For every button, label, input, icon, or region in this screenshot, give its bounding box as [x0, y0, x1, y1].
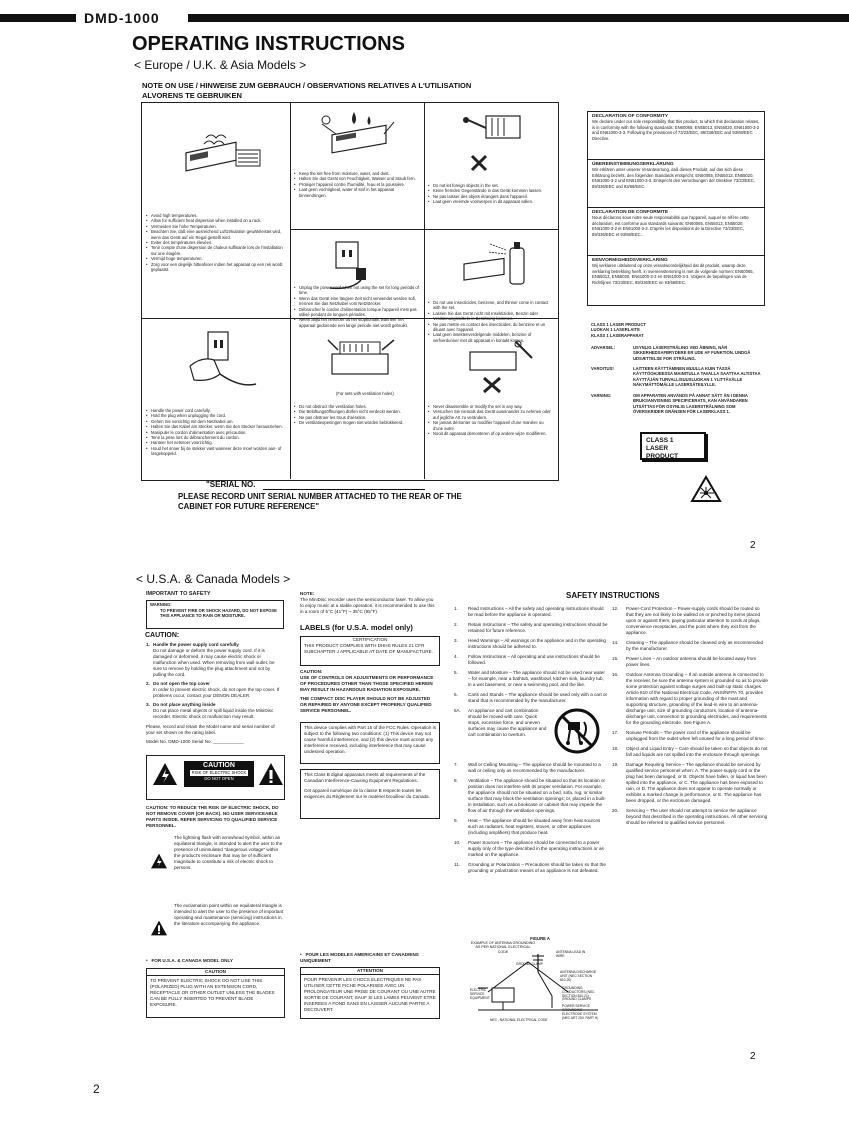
laser-warning-icon	[690, 475, 722, 503]
safety-text: Wall or Ceiling Mounting – The appliance should be mounted to a wall or ceiling only as recommended by the manufacturer.	[468, 762, 601, 773]
bullet: •	[146, 958, 152, 963]
figure-label: GROUNDING CONDUCTORS (NEC SECTION 810-21)	[562, 986, 595, 998]
serial-label: "SERIAL NO.	[206, 480, 256, 489]
figure-sub: EXAMPLE OF ANTENNA GROUNDING AS PER NATIONAL ELECTRICAL CODE	[470, 941, 536, 954]
safety-num: 3.	[454, 638, 458, 643]
safety-item	[454, 708, 608, 758]
laser-class-line: CLASS 1 LASER PRODUCT	[591, 322, 646, 327]
safety-num: 8.	[454, 778, 458, 783]
safety-item	[454, 692, 608, 704]
usa-caution-text: TO PREVENT ELECTRIC SHOCK DO NOT USE THIS (POLARIZED) PLUG WITH AN EXTENSION CORD, RECEPTACLE OR OTHER OUTLET UNLESS THE BLADES CAN BE FULLY INSERTED TO PREVENT BLADE EXPOSURE.	[150, 978, 275, 1007]
heat-illustration	[176, 130, 266, 190]
header-bar-right	[188, 14, 849, 22]
safety-item	[454, 862, 608, 874]
fcc-box	[300, 722, 440, 764]
cell-text: • Never disassemble or modify the set in any way.	[428, 404, 554, 409]
safety-text: Follow Instructions – All operating and use instructions should be followed.	[468, 654, 600, 665]
caution-num: 2.	[146, 681, 150, 686]
cell-text: • Unplug the power cord when not using the set for long periods of time.	[294, 285, 420, 296]
note-title: NOTE:	[300, 591, 315, 596]
cell-text: • Protéger l'appareil contre l'humidité, l'eau et la poussière.	[294, 182, 420, 187]
exclaim-text: The exclamation point within an equilateral triangle is intended to alert the user to the presence of important operating and maintenance (servicing) instructions in the literature accompanying the appliance.	[174, 903, 284, 926]
warning-text: TO PREVENT FIRE OR SHOCK HAZARD, DO NOT EXPOSE THIS APPLIANCE TO RAIN OR MOISTURE.	[160, 608, 277, 619]
safety-num: 4.	[454, 654, 458, 659]
safety-num: 7.	[454, 762, 458, 767]
caution-item	[146, 642, 284, 678]
conformity-title: DECLARATION DE CONFORMITE	[592, 210, 669, 215]
serial-line2: CABINET FOR FUTURE REFERENCE"	[178, 502, 320, 511]
laser-label-text: CLASS 1 LASER PRODUCT	[646, 437, 679, 460]
figure-title: FIGURE A	[530, 936, 550, 941]
labels-title: LABELS (for U.S.A. model only)	[300, 623, 413, 632]
conformity-title: DECLARATION OF CONFORMITY	[592, 114, 669, 119]
figure-label: GROUND CLAMP	[516, 962, 543, 966]
conformity-4	[592, 258, 760, 285]
safety-num: 12.	[612, 606, 619, 611]
usa-caution-head: CAUTION	[147, 969, 284, 976]
fr-caution-box	[300, 967, 440, 1019]
figure-label: ANTENNA LEAD IN WIRE	[556, 950, 586, 958]
cell-text: • Gehen Sie vorsichtig mit dem Netzkabel um.	[146, 419, 286, 424]
cell-text: • Tenir la prise lors du débranchement du cordon.	[146, 435, 286, 440]
exclamation-triangle-icon	[258, 762, 284, 786]
header-bar-left	[0, 14, 76, 22]
safety-text: Object and Liquid Entry – Care should be taken so that objects do not fall and liquids are not spilled into the enclosure through openings.	[626, 746, 768, 757]
cell-text: • Do not use insecticides, benzene, and thinner come in contact with the set.	[428, 300, 554, 311]
exclamation-point-icon	[150, 920, 168, 936]
conformity-text: We declare under our sole responsibility that this product, to which this declaration relates, is in conformity with the following standards: EN60065, EN55013, EN55020, EN61000-3-2 and EN61000-3-3. Following the provisions of 73/23/EEC, 89/336/EEC and 93/68/EEC Directive.	[592, 119, 760, 141]
cell-text: • Zorg voor een degelijk hitteafvoer indien het apparaat op een rek wordt geplaatst.	[146, 262, 286, 273]
cell-text: • Vermijd hoge temperaturen.	[146, 256, 286, 261]
laser-warning-text: USYNLIG LASERSTRÅLING VED ÅBNING, NÅR SIKKERHEDSAFBRYDERE ER UDE AF FUNKTION. UNDGÅ UDSÆTTELSE FOR STRÅLING.	[633, 345, 751, 361]
safety-right-column	[612, 606, 768, 830]
cell-text: • Tenir compte d'une dispersion de chaleur suffisante lors de l'installation sur une étagère.	[146, 245, 286, 256]
ventilation-note: (For sets with ventilation holes)	[336, 391, 394, 396]
safety-item	[612, 808, 768, 826]
fr-only-title	[300, 952, 440, 964]
cell-text: • Laat geen vreemde voorwerpen in dit apparaat vallen.	[428, 199, 554, 204]
safety-item	[454, 762, 608, 774]
safety-text: Heed Warnings – All warnings on the appliance and in the operating instructions should be adhered to.	[468, 638, 606, 649]
serial-line	[263, 489, 425, 490]
safety-num: 15.	[612, 656, 619, 661]
figure-a	[470, 936, 600, 1024]
note-cell-disassemble	[428, 404, 554, 436]
warning-label: WARNING:	[150, 602, 172, 607]
figure-label: ANTENNA DISCHARGE UNIT (NEC SECTION 810-20)	[560, 970, 597, 982]
conformity-title: ÜBEREINSTIMMUNGSERKLÄRUNG	[592, 162, 674, 167]
safety-text: Power-Cord Protection – Power-supply cords should be routed so that they are not likely to be walked on or pinched by items placed upon or against them, paying particular attention to cords at plugs, convenience receptacles, and the point where they exit from the appliance.	[626, 606, 761, 635]
caution-title: CAUTION:	[145, 632, 180, 639]
safety-item	[454, 638, 608, 650]
insecticide-illustration	[450, 236, 540, 300]
conformity-text: Wij verklaren uitsluitend op onze verantwoordelijkheid dat dit produkt, waarop deze verklaring betrekking heeft, in overeenstemming is met de volgende normen: EN60065, EN55013, EN55020, EN61000-3-2 en EN61000-3-3. Volgens de bepalingen van de Richtlijnen 73/23/EEC, 89/336/EEC en 93/68/EEC.	[592, 263, 754, 285]
cell-text: • Eviter des températures élevées.	[146, 240, 286, 245]
safety-text: Outdoor Antenna Grounding – If an outside antenna is connected to the receiver, be sure the antenna system is grounded so as to provide some protection against voltage surges and built-up static charges. Article 810 of the National Electrical Code, ANSI/NFPA 70, provides information with regard to proper grounding of the mast and supporting structure, grounding of the lead-in wire to an antenna-discharge unit, size of grounding conductors, location of antenna-discharge unit, connection to grounding electrodes, and requirements for the grounding electrode. See Figure A.	[626, 672, 768, 725]
page-number-bottom: 2	[93, 1082, 100, 1096]
conformity-1	[592, 114, 760, 141]
safety-text: Water and Moisture – The appliance should not be used near water – for example, near a bathtub, washbowl, kitchen sink, laundry tub, in a wet basement, or near a swimming pool, and the like.	[468, 670, 605, 687]
safety-text: Heat – The appliance should be situated away from heat sources such as radiators, heat registers, stoves, or other appliances (including amplifiers) that produce heat.	[468, 818, 601, 835]
subtitle-europe: < Europe / U.K. & Asia Models >	[134, 58, 307, 72]
laser-warning-label: VARNING:	[591, 393, 612, 398]
laser-class-line: KLASS 1 LASERAPPARAT	[591, 332, 644, 338]
cell-text: • Laat geen vochtigheid, water of stof in het apparaat binnendringen.	[294, 187, 420, 198]
subtitle-usa: < U.S.A. & Canada Models >	[136, 572, 291, 586]
note-cell-foreign	[428, 183, 554, 205]
note-cell-insecticide	[428, 300, 554, 343]
safety-text: Grounding or Polarization – Precautions should be taken so that the grounding or polarization means of an appliance is not defeated.	[468, 862, 606, 873]
cell-text: • De ventilatieopeningen mogen niet worden beblokkeerd.	[294, 420, 420, 425]
laser-class-line: LUOKAN 1 LASERLAITE	[591, 327, 640, 333]
safety-text: Power Lines – An outdoor antenna should be located away from power lines.	[626, 656, 757, 667]
cell-text: • Halten Sie das Gerät von Feuchtigkeit, Wasser und Staub fern.	[294, 176, 420, 181]
note-cell-heat	[146, 213, 286, 272]
safety-item	[454, 622, 608, 634]
canada-en: This Class B digital apparatus meets all requirements of the Canadian Interference-Causing Equipment Regulations.	[304, 772, 426, 783]
note-cell-ventilation	[294, 404, 420, 426]
safety-num: 6.	[454, 692, 458, 697]
reduce-risk-text: CAUTION: TO REDUCE THE RISK OF ELECTRIC SHOCK, DO NOT REMOVE COVER (OR BACK). NO USER SERVICEABLE PARTS INSIDE. REFER SERVICING TO QUALIFIED SERVICE PERSONNEL.	[146, 805, 279, 828]
cert-text: THIS PRODUCT COMPLIES WITH DHHS RULES 21 CFR SUBCHAPTER J APPLICABLE AT DATE OF MANUFACTURE.	[304, 643, 433, 654]
caution-sign-title: CAUTION	[203, 762, 235, 769]
cell-text: • Manipuler le cordon d'alimentation avec précaution.	[146, 430, 286, 435]
cell-text: • Hanteer het netsnoer voorzichtig.	[146, 440, 286, 445]
caution-head: Do not place anything inside	[153, 702, 216, 707]
figure-label: ELECTRIC SERVICE EQUIPMENT	[470, 988, 490, 1000]
antenna-grounding-diagram	[478, 952, 598, 1012]
safety-num: 6A.	[454, 708, 461, 713]
caution-head: Handle the power supply cord carefully	[153, 642, 239, 647]
caution2-block	[300, 669, 438, 693]
safety-num: 19.	[612, 762, 619, 767]
usa-only-title-text: FOR U.S.A. & CANADA MODEL ONLY	[151, 958, 233, 963]
safety-num: 14.	[612, 640, 619, 645]
conformity-2	[592, 162, 760, 189]
laser-warning-1	[591, 345, 763, 361]
cert-head: CERTIFICATION	[352, 637, 388, 642]
safety-text: Servicing – The user should not attempt to service the appliance beyond that described in the operating instructions. All other servicing should be referred to qualified service personnel.	[626, 808, 768, 825]
cell-text: • Avoid high temperatures.	[146, 213, 286, 218]
figure-label: GROUND CLAMPS	[562, 997, 592, 1001]
lightning-flash-icon	[150, 853, 168, 869]
model-serial: Model No. DMD-1000 Serial No. ____________	[146, 739, 244, 744]
safety-item	[612, 656, 768, 668]
safety-num: 17.	[612, 730, 619, 735]
cart-warning-icon	[554, 708, 600, 754]
note-heading-2: ALVORENS TE GEBRUIKEN	[142, 91, 242, 100]
laser-warning-text: LAITTEEN KÄYTTÄMINEN MUULLA KUIN TÄSSÄ KÄYTTÖOHJEESSA MAINITULLA TAVALLA SAATTAA ALTISTAA KÄYTTÄJÄN TURVALLISUUSLUOKAN 1 YLITTÄVÄLLE NÄKYMÄTTÖMÄLLE LASERSÄTEILYLLE.	[633, 366, 761, 388]
safety-num: 18.	[612, 746, 619, 751]
page-number-top: 2	[750, 540, 756, 551]
bullet: •	[300, 952, 306, 957]
laser-warning-2	[591, 366, 763, 388]
note-cell-power-cord	[146, 408, 286, 457]
safety-text: Retain Instructions – The safety and operating instructions should be retained for future reference.	[468, 622, 608, 633]
caution-text: Do not place metal objects or spill liquid inside the MiniDisc recorder. Electric shock or malfunction may result.	[153, 708, 274, 719]
safety-text: Cleaning – The appliance should be cleaned only as recommended by the manufacturer.	[626, 640, 764, 651]
important-title: IMPORTANT TO SAFETY	[146, 591, 211, 597]
safety-text: Power Sources – The appliance should be connected to a power supply only of the type described in the operating instructions or as marked on the appliance.	[468, 840, 604, 857]
safety-text: An appliance and cart combination should be moved with care. Quick stops, excessive force, and uneven surfaces may cause the appliance and cart combination to overturn.	[468, 708, 547, 737]
cell-text: • Handle the power cord carefully.	[146, 408, 286, 413]
safety-num: 11.	[454, 862, 461, 867]
lightning-text: The lightning flash with arrowhead symbol, within an equilateral triangle, is intended to alert the user to the presence of uninsulated "dangerous voltage" within the product's enclosure that may be of sufficient magnitude to constitute a risk of electric shock to persons.	[174, 835, 283, 870]
record-text: Please, record and retain the Model name and serial number of your set shown on the rating label.	[146, 724, 275, 735]
safety-num: 20.	[612, 808, 619, 813]
safety-item	[454, 818, 608, 836]
note-text: The MiniDisc recorder uses the semiconductor laser. To allow you to enjoy music at a stable operation, it is recommended to use this in a room of 5°C (41°F) ~ 35°C (95°F).	[300, 597, 435, 614]
cell-text: • Versuchen Sie niemals das Gerät auseinander zu nehmen oder auf jegliche Art zu verändern.	[428, 409, 554, 420]
caution-head: Do not open the top cover	[153, 681, 210, 686]
safety-text: Damage Requiring Service – The appliance should be serviced by qualified service personnel when: A. The power-supply cord or the plug has been damaged, or B. Objects have fallen, or liquid has been spilled into the appliance, or C. The appliance has been exposed to rain, or D. The appliance does not appear to operate normally or exhibits a marked change in performance, or E. The appliance has been dropped, or the enclosure damaged.	[626, 762, 767, 803]
safety-title: SAFETY INSTRUCTIONS	[566, 591, 660, 600]
cell-text: • Débrancher le cordon d'alimentation lorsque l'appareil n'est pas utilisé pendant de longues périodes.	[294, 307, 420, 318]
safety-item	[454, 654, 608, 666]
ventilation-illustration	[322, 336, 402, 384]
fr-caution-head: ATTENTION	[301, 968, 439, 975]
conformity-title: EENVORMIGHEIDSVERKLARING	[592, 258, 668, 263]
cell-text: • Die Belüftungsöffnungen dürfen nicht verdeckt werden.	[294, 409, 420, 414]
cell-text: • Houd het snoer bij de stekker vast wanneer deze moet worden aan- of losgekoppeld.	[146, 446, 286, 457]
page-title: OPERATING INSTRUCTIONS	[132, 33, 405, 55]
safety-text: Nonuse Periods – The power cord of the appliance should be unplugged from the outlet when left unused for a long period of time.	[626, 730, 765, 741]
figure-label: POWER SERVICE GROUNDING ELECTRODE SYSTEM (NEC ART 250, PART H)	[562, 1004, 599, 1020]
cell-text: • Neem altijd het netsnoer uit het stopkontakt wanneer het apparaat gedurende een lange periode niet wordt gebruikt.	[294, 317, 420, 328]
laser-label-box	[640, 432, 706, 460]
cell-text: • Vermeiden Sie hohe Temperaturen.	[146, 224, 286, 229]
conformity-divider	[587, 159, 765, 160]
caution-item	[146, 681, 284, 699]
cell-text: • Keep the set free from moisture, water, and dust.	[294, 171, 420, 176]
certification-box	[300, 636, 440, 666]
figure-label: NEC - NATIONAL ELECTRICAL CODE	[490, 1018, 548, 1022]
moisture-illustration	[314, 110, 404, 170]
usa-only-title	[146, 958, 233, 964]
cell-text: • Wenn das Gerät eine längere Zeit nicht verwendet werden soll, trennen Sie das Netzkabel vom Netzstecker.	[294, 296, 420, 307]
cell-text: • Laat geen insektenverdelgende middelen, benzine of verfverdunner met dit apparaat in kontakt komen.	[428, 332, 554, 343]
usa-caution-box	[146, 968, 285, 1018]
safety-num: 2.	[454, 622, 458, 627]
cell-text: • Halten Sie das Kabel am Stecker, wenn Sie den Stecker herausziehen.	[146, 424, 286, 429]
laser-warning-text: OM APPARATEN ANVÄNDS PÅ ANNAT SÄTT ÄN I DENNA BRUKSANVISNING SPECIFICERATS, KAN ANVÄNDAREN UTSÄTTAS FÖR OSYNLIG LASERSTRÅLNING SOM ÖVERSKRIDER GRÄNSEN FÖR LASERKLASS 1.	[633, 393, 748, 415]
safety-item	[454, 840, 608, 858]
safety-item	[612, 640, 768, 652]
caution-text: In order to prevent electric shock, do not open the top cover. If problems occur, contact your DENON DEALER.	[153, 687, 280, 698]
caution-items	[146, 642, 284, 745]
safety-num: 10.	[454, 840, 461, 845]
safety-item	[612, 746, 768, 758]
safety-text: Read Instructions – All the safety and operating instructions should be read before the appliance is operated.	[468, 606, 604, 617]
caution-item	[146, 702, 284, 720]
laser-warning-label: ADVARSEL:	[591, 345, 616, 350]
fr-only-title-text: POUR LES MODELES AMERICAINS ET CANADIENS UNIQUEMENT	[300, 952, 419, 963]
laser-warning-label: VAROITUS!	[591, 366, 614, 371]
caution-sign-line2: DO NOT OPEN	[204, 776, 234, 781]
conformity-text: Nous déclarons sous notre seule responsabilité que l'appareil, auquel se réfère cette déclaration, est conforme aux standards suivants: EN60065, EN55013, EN55020, EN61000-3-2 et EN61000-3-3. D'après les dispositions de la Directive 73/23/EEC, 89/336/EEC et 93/68/EEC.	[592, 215, 749, 237]
cell-text: • Do not obstruct the ventilation holes.	[294, 404, 420, 409]
safety-item	[454, 670, 608, 688]
cell-text: • Allow for sufficient heat dispersion when installed on a rack.	[146, 218, 286, 223]
cell-text: • Hold the plug when unplugging the cord.	[146, 413, 286, 418]
serial-line1: PLEASE RECORD UNIT SERIAL NUMBER ATTACHED TO THE REAR OF THE	[178, 492, 462, 501]
lightning-triangle-icon	[152, 762, 178, 786]
caution-sign-center	[184, 761, 254, 787]
caution-num: 1.	[146, 642, 150, 647]
safety-num: 1.	[454, 606, 458, 611]
cell-text: • Nooit dit apparaat demonteren of op andere wijze modifiëren.	[428, 431, 554, 436]
note-cell-moisture	[294, 171, 420, 198]
model-name: DMD-1000	[84, 10, 160, 26]
cell-text: • Do not let foreign objects in the set.	[428, 183, 554, 188]
canada-box	[300, 769, 440, 819]
canada-fr: Cet appareil numérique de la classe B respecte toutes les exigences du Règlement sur le matériel brouilleur du Canada.	[304, 788, 430, 799]
note-heading: NOTE ON USE / HINWEISE ZUM GEBRAUCH / OBSERVATIONS RELATIVES A L'UTILISATION	[142, 81, 472, 90]
note-cell-unplug	[294, 285, 420, 328]
conformity-divider	[587, 255, 765, 256]
safety-item	[454, 778, 608, 814]
conformity-divider	[587, 207, 765, 208]
page-number-mid: 2	[750, 1051, 756, 1062]
safety-num: 9.	[454, 818, 458, 823]
power-cord-illustration	[180, 326, 260, 396]
safety-text: Carts and Stands – The appliance should be used only with a cart or stand that is recommended by the manufacturer.	[468, 692, 608, 703]
caution2-title: CAUTION:	[300, 669, 323, 674]
caution-text: Do not damage or deform the power supply cord. If it is damaged or deformed, it may cause electric shock or malfunction when used. When removing from wall outlet, be sure to remove by holding the plug attachment and not by pulling the cord.	[153, 648, 275, 677]
cell-text: • Ne pas mettre en contact des insecticides, du benzène et un diluant avec l'appareil.	[428, 322, 554, 333]
cell-text: • Beachten Sie, daß eine ausreichend Luftzirkulation gewährleistet wird, wenn das Gerät auf ein Regal gestellt wird.	[146, 229, 286, 240]
safety-item	[454, 606, 608, 618]
safety-text: Ventilation – The appliance should be situated so that its location or position does not interfere with its proper ventilation. For example, the appliance should not be situated on a bed, sofa, rug, or similar surface that may block the ventilation openings; or, placed in a built-in installation, such as a bookcase or cabinet that may impede the flow of air through the ventilation openings.	[468, 778, 606, 813]
cell-text: • Lassen Sie das Gerät nicht mit Insektiziden, Benzin oder Verdünnungsmitteln in Berührung kommen.	[428, 311, 554, 322]
laser-warning-3	[591, 393, 763, 415]
cell-text: • Ne pas laisser des objets étrangers dans l'appareil.	[428, 194, 554, 199]
safety-item	[612, 672, 768, 726]
fr-caution-text: POUR PREVENIR LES CHOCS ELECTRIQUES NE PAS UTILISER CETTE FICHE POLARISEE AVEC UN PROLONGATEUR UNE PRISE DE COURANT OU UNE AUTRE SORTIE DE COURANT, SAUF SI LES LAMES PEUVENT ETRE INSEREES A FOND SANS EN LAISSER AUCUNE PARTIE A DECOUVERT.	[304, 977, 436, 1012]
cell-text: • Ne pas obstruer les trous d'aération.	[294, 415, 420, 420]
caution2-text: USE OF CONTROLS OR ADJUSTMENTS OR PERFORMANCE OF PROCEDURES OTHER THAN THOSE SPECIFIED HEREIN MAY RESULT IN HAZARDOUS RADIATION EXPOSURE.	[300, 675, 434, 692]
grid-vline-2	[424, 102, 425, 479]
grid-hline-1	[290, 229, 558, 230]
caution-sign-line1: RISK OF ELECTRIC SHOCK	[191, 770, 247, 775]
note-block	[300, 591, 438, 615]
fcc-text: This device complies with Part 15 of the FCC Rules. Operation is subject to the following two conditions: (1) This device may not cause harmful interference, and (2) this device must accept any interference received, including interference that may cause undesired operation.	[304, 725, 436, 754]
safety-item	[612, 730, 768, 742]
safety-left-column	[454, 606, 608, 878]
conformity-3	[592, 210, 760, 237]
safety-item	[612, 606, 768, 636]
laser-class-lines	[591, 322, 761, 338]
cell-text: • Keine fremden Gegenstände in das Gerät kommen lassen.	[428, 188, 554, 193]
safety-item	[612, 762, 768, 804]
conformity-text: Wir erklären unter unserer Verantwortung, daß dieses Produkt, auf das sich diese Erklärung bezieht, den folgenden Standards entspricht: EN60065, EN55013, EN55020, EN61000-3-2 und EN61000-3-3. Entspricht den Verordnungen der Direktive 73/23/EEC, 89/336/EEC und 93/68/EEC.	[592, 167, 755, 189]
grid-vline-1	[290, 102, 291, 479]
safety-num: 5.	[454, 670, 458, 675]
caution-num: 3.	[146, 702, 150, 707]
cell-text: • Ne jamais démonter ou modifier l'appareil d'une manière ou d'une autre.	[428, 420, 554, 431]
safety-num: 16.	[612, 672, 619, 677]
no-adjust-text: THE COMPACT DISC PLAYER SHOULD NOT BE ADJUSTED OR REPAIRED BY ANYONE EXCEPT PROPERLY QUALIFIED SERVICE PERSONNEL.	[300, 696, 432, 713]
foreign-objects-illustration	[456, 108, 536, 180]
